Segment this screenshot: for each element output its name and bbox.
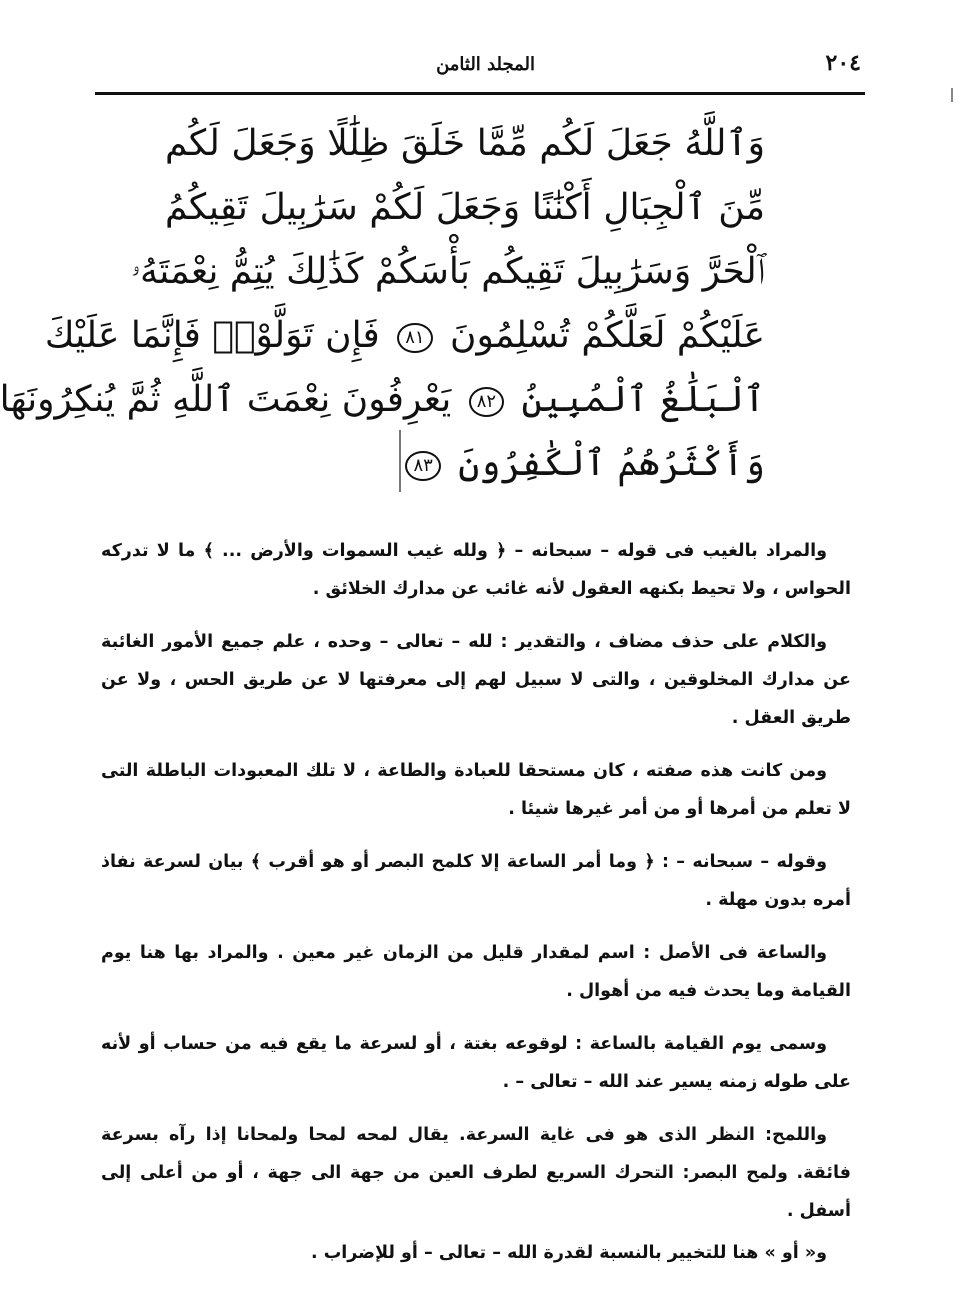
margin-mark xyxy=(951,88,953,102)
verse-text: فَإِن تَوَلَّوْا۟ فَإِنَّمَا عَلَيْكَ xyxy=(44,315,380,356)
verse-text: مِّنَ ٱلْجِبَالِ أَكْنَٰنًا وَجَعَلَ لَكُمْ سَرَٰبِيلَ تَقِيكُمُ xyxy=(165,187,765,228)
commentary-paragraph: والمراد بالغيب فى قوله – سبحانه – ﴿ ولله غيب السموات والأرض ... ﴾ ما لا تدركه الحواس ، ولا تحيط بكنهه العقول لأنه غائب عن مدارك الخلائق . xyxy=(101,541,851,599)
verse-line xyxy=(165,176,765,240)
page-number: ٢٠٤ xyxy=(825,50,861,76)
verse-text: وَأَكْثَرُهُمُ ٱلْكَٰفِرُونَ xyxy=(458,443,765,484)
commentary-paragraph: والساعة فى الأصل : اسم لمقدار قليل من الزمان غير معين . والمراد بها هنا يوم القيامة وما يحدث فيه من أهوال . xyxy=(101,943,851,1001)
verse-line xyxy=(0,368,765,432)
verse-text: عَلَيْكُمْ لَعَلَّكُمْ تُسْلِمُونَ xyxy=(450,315,765,356)
verse-line xyxy=(44,304,765,368)
ayah-number-marker: ٨١ xyxy=(397,323,432,353)
commentary-paragraph: و« أو » هنا للتخيير بالنسبة لقدرة الله – تعالى – أو للإضراب . xyxy=(310,1243,827,1263)
commentary-paragraph: وقوله – سبحانه – : ﴿ وما أمر الساعة إلا كلمح البصر أو هو أقرب ﴾ بيان لسرعة نفاذ أمره بدون مهلة . xyxy=(101,852,851,910)
verse-text: يَعْرِفُونَ نِعْمَتَ ٱللَّهِ ثُمَّ يُنكِرُونَهَا xyxy=(0,379,452,420)
page-header xyxy=(95,44,865,90)
verse-line xyxy=(165,112,765,176)
verse-text: وَٱللَّهُ جَعَلَ لَكُم مِّمَّا خَلَقَ ظِلَٰلًا وَجَعَلَ لَكُم xyxy=(165,123,765,164)
quran-verse-block xyxy=(0,112,765,496)
commentary-paragraph: واللمح: النظر الذى هو فى غاية السرعة. يقال لمحه لمحا ولمحانا إذا رآه بسرعة فائقة. ولمح البصر: التحرك السريع لطرف العين من جهة الى جهة ، أو من أعلى إلى أسفل . xyxy=(101,1125,851,1221)
commentary-paragraph: والكلام على حذف مضاف ، والتقدير : لله – تعالى – وحده ، علم جميع الأمور الغائبة عن مدارك المخلوقين ، والتى لا سبيل لهم إلى معرفتها لا عن طريق الحس ، ولا عن طريق العقل . xyxy=(101,632,851,728)
commentary-paragraph: ومن كانت هذه صفته ، كان مستحقا للعبادة والطاعة ، لا تلك المعبودات الباطلة التى لا تعلم من أمرها أو من أمر غيرها شيئا . xyxy=(101,761,851,819)
commentary-paragraph: وسمى يوم القيامة بالساعة : لوقوعه بغتة ، أو لسرعة ما يقع فيه من حساب أو لأنه على طوله زمنه يسير عند الله – تعالى – . xyxy=(101,1034,851,1092)
verse-frame-edge xyxy=(399,430,401,492)
verse-text: ٱلْحَرَّ وَسَرَٰبِيلَ تَقِيكُم بَأْسَكُمْ كَذَٰلِكَ يُتِمُّ نِعْمَتَهُۥ xyxy=(130,251,765,292)
commentary-text xyxy=(101,532,851,1287)
ayah-number-marker: ٨٣ xyxy=(405,451,440,481)
verse-line xyxy=(130,240,765,304)
header-divider xyxy=(95,92,865,95)
ayah-number-marker: ٨٢ xyxy=(469,387,504,417)
volume-title: المجلد الثامن xyxy=(436,54,535,75)
verse-line xyxy=(165,432,765,496)
verse-text: ٱلْبَلَٰغُ ٱلْمُبِينُ xyxy=(521,379,765,420)
